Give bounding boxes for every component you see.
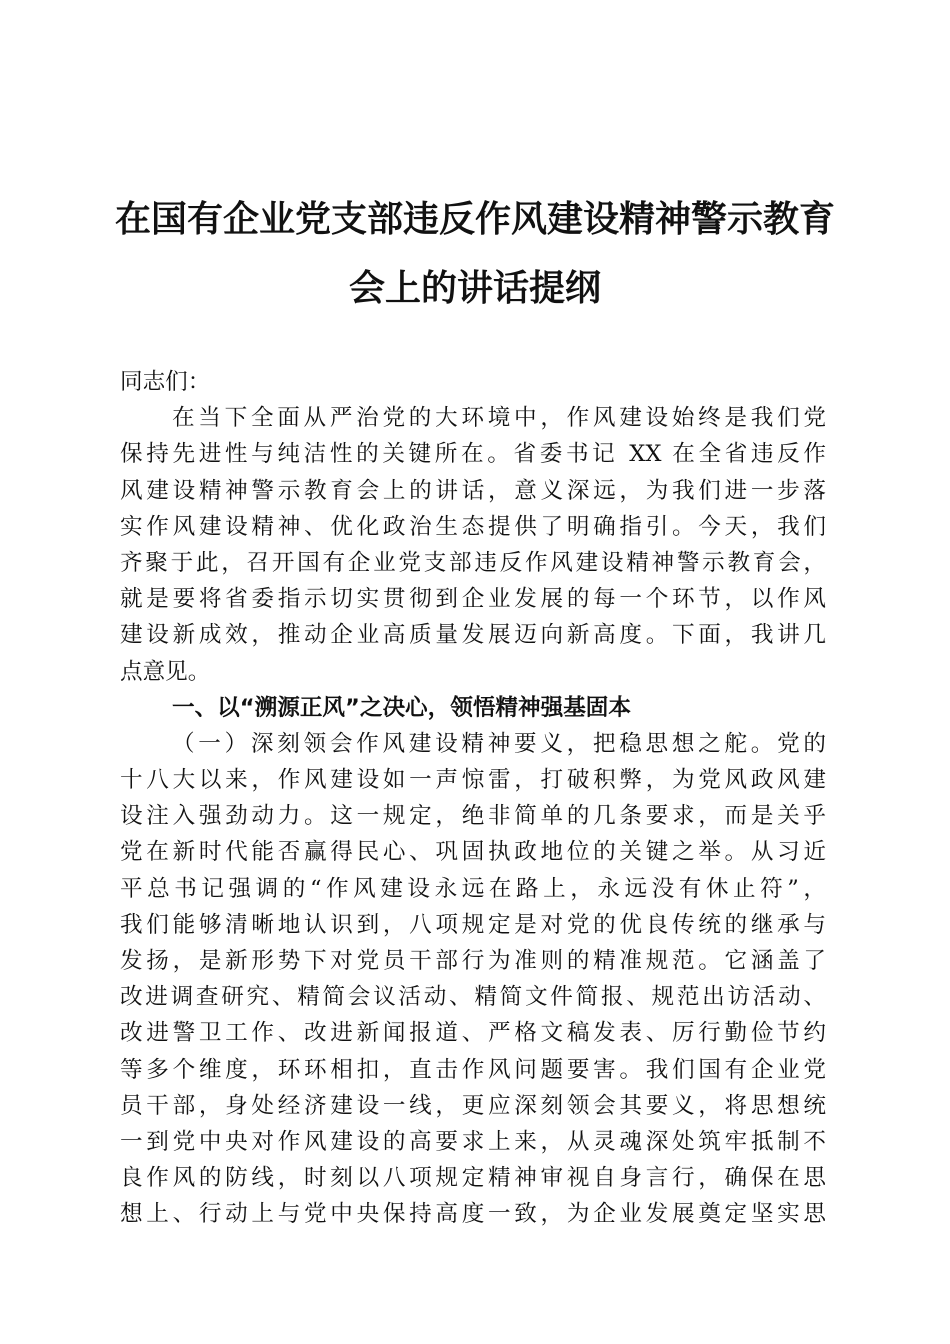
body-line: 平总书记强调的“作风建设永远在路上，永远没有休止符”，	[120, 875, 826, 902]
body-line: 十八大以来，作风建设如一声惊雷，打破积弊，为党风政风建	[120, 767, 826, 794]
body-line: 在当下全面从严治党的大环境中，作风建设始终是我们党	[172, 405, 826, 432]
body-line: 良作风的防线，时刻以八项规定精神审视自身言行，确保在思	[120, 1165, 826, 1192]
salutation: 同志们：	[120, 369, 211, 395]
section-heading: 一、以“溯源正风”之决心，领悟精神强基固本	[172, 694, 631, 721]
document-title-line-1: 在国有企业党支部违反作风建设精神警示教育	[114, 199, 835, 240]
body-line: 建设新成效，推动企业高质量发展迈向新高度。下面，我讲几	[120, 622, 826, 649]
body-line: 齐聚于此，召开国有企业党支部违反作风建设精神警示教育会，	[120, 549, 826, 576]
document-title-line-2: 会上的讲话提纲	[348, 268, 601, 309]
body-line: 我们能够清晰地认识到，八项规定是对党的优良传统的继承与	[120, 911, 826, 938]
document-body	[120, 364, 826, 1233]
body-line: 发扬，是新形势下对党员干部行为准则的精准规范。它涵盖了	[120, 948, 826, 974]
body-line: 设注入强劲动力。这一规定，绝非简单的几条要求，而是关乎	[120, 803, 826, 830]
body-line: 等多个维度，环环相扣，直击作风问题要害。我们国有企业党	[120, 1056, 826, 1083]
body-line: 员干部，身处经济建设一线，更应深刻领会其要义，将思想统	[120, 1092, 826, 1119]
body-line: 实作风建设精神、优化政治生态提供了明确指引。今天，我们	[120, 513, 826, 540]
body-line: 想上、行动上与党中央保持高度一致，为企业发展奠定坚实思	[120, 1201, 826, 1228]
body-line: 点意见。	[120, 658, 211, 685]
body-line: 风建设精神警示教育会上的讲话，意义深远，为我们进一步落	[120, 477, 826, 504]
body-line: 一到党中央对作风建设的高要求上来，从灵魂深处筑牢抵制不	[120, 1128, 826, 1155]
body-line: 党在新时代能否赢得民心、巩固执政地位的关键之举。从习近	[120, 839, 826, 866]
body-line: 改进调查研究、精简会议活动、精简文件简报、规范出访活动、	[120, 984, 826, 1011]
body-line: 就是要将省委指示切实贯彻到企业发展的每一个环节，以作风	[120, 586, 826, 613]
body-line: 改进警卫工作、改进新闻报道、严格文稿发表、厉行勤俭节约	[120, 1020, 826, 1047]
body-line: （一）深刻领会作风建设精神要义，把稳思想之舵。党的	[172, 730, 826, 757]
body-line: 保持先进性与纯洁性的关键所在。省委书记 XX 在全省违反作	[120, 441, 826, 468]
